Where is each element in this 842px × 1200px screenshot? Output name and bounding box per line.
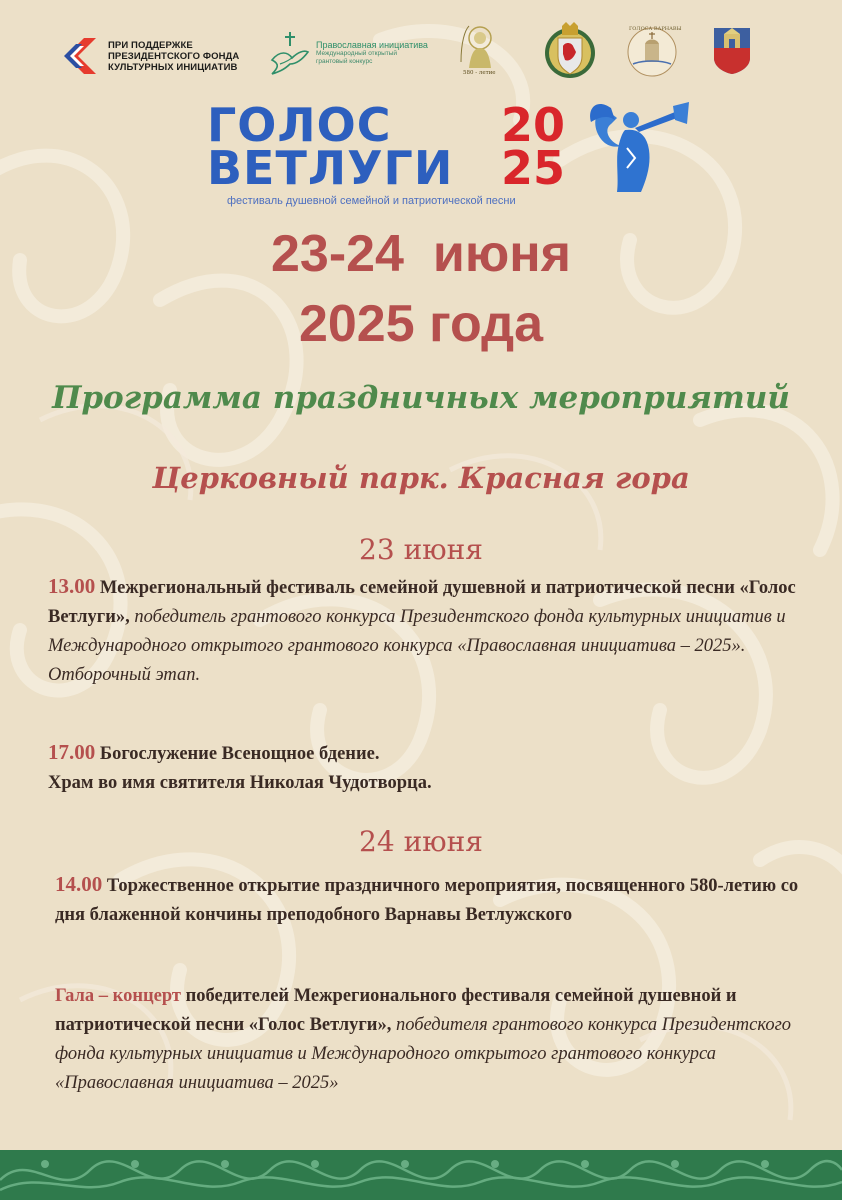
golosa-varnavy-logo xyxy=(625,24,682,82)
event-description: победителя грантового конкурса Президентского фонда культурных инициатив и Международного открытого грантового конкурса «Православная инициатива – 2025» xyxy=(55,1015,792,1093)
festival-year-part2: 25 xyxy=(501,141,566,195)
po-title: Православная инициатива xyxy=(316,40,428,50)
coat-of-arms-icon xyxy=(541,22,599,80)
angel-trumpet-icon xyxy=(587,98,691,196)
po-subtitle: Международный открытый xyxy=(316,50,398,57)
bottom-ornament-border xyxy=(0,1150,842,1200)
festival-word-vetlugi: ВЕТЛУГИ xyxy=(207,141,454,195)
event-title: Богослужение Всенощное бдение. xyxy=(99,744,380,764)
event-item xyxy=(55,982,815,1098)
day-heading-24-june: 24 июня xyxy=(359,825,483,858)
pfki-logo xyxy=(62,36,239,76)
pfki-text-line: ПРИ ПОДДЕРЖКЕ xyxy=(108,39,193,51)
golosa-varnavy-text: ГОЛОСА ВАРНАВЫ xyxy=(629,26,682,32)
dove-cross-icon xyxy=(268,30,310,76)
event-title: победителей Межрегионального фестиваля семейной душевной и патриотической песни «Голос Ветлуги», xyxy=(55,986,737,1035)
nizhny-novgorod-coat-of-arms xyxy=(541,22,599,84)
saint-icon xyxy=(455,22,505,70)
festival-tagline: фестиваль душевной семейной и патриотической песни xyxy=(227,195,516,207)
event-item xyxy=(48,738,808,798)
po-subtitle: грантовый конкурс xyxy=(316,58,373,65)
event-time: 13.00 xyxy=(48,574,96,598)
event-item xyxy=(48,572,808,690)
pravoslavnaya-initsiativa-logo xyxy=(268,30,428,76)
program-title: Программа праздничных мероприятий xyxy=(52,380,790,416)
festival-logo xyxy=(205,100,695,210)
vetluga-city-emblem xyxy=(712,26,752,78)
pfki-text-line: КУЛЬТУРНЫХ ИНИЦИАТИВ xyxy=(108,61,238,73)
event-lead: Гала – концерт xyxy=(55,986,182,1006)
varnava-580-logo xyxy=(455,22,505,82)
event-place: Церковный парк. Красная гора xyxy=(152,461,690,495)
date-line-1: 23-24 июня xyxy=(270,225,571,283)
pfki-text-line: ПРЕЗИДЕНТСКОГО ФОНДА xyxy=(108,50,240,62)
festival-year-part1: 20 xyxy=(501,98,566,152)
city-emblem-icon xyxy=(712,26,752,74)
church-emblem-icon xyxy=(625,24,682,78)
date-line-2: 2025 года xyxy=(298,295,544,353)
pfki-flag-icon xyxy=(62,36,100,76)
event-time: 14.00 xyxy=(55,872,103,896)
event-location: Храм во имя святителя Николая Чудотворца. xyxy=(48,773,432,793)
event-item xyxy=(55,870,815,930)
event-time: 17.00 xyxy=(48,740,96,764)
day-heading-23-june: 23 июня xyxy=(359,533,483,566)
varnava-580-text: 580 - летие xyxy=(463,70,496,76)
event-title: Торжественное открытие праздничного мероприятия, посвященного 580-летию со дня блаженной кончины преподобного Варнавы Ветлужского xyxy=(55,876,799,925)
event-description: победитель грантового конкурса Президентского фонда культурных инициатив и Международного открытого грантового конкурса «Православная инициатива – 2025». Отборочный этап. xyxy=(48,607,786,685)
festival-word-golos: ГОЛОС xyxy=(207,98,392,152)
event-title: Межрегиональный фестиваль семейной душевной и патриотической песни «Голос Ветлуги», xyxy=(48,578,796,627)
sponsor-logos xyxy=(0,22,842,92)
